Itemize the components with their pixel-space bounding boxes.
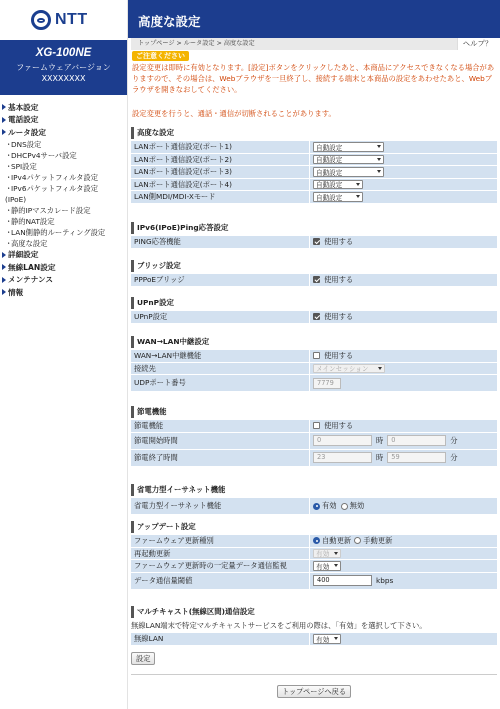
model-box (0, 40, 127, 95)
lan-port2-row: LANポート通信設定(ポート2) 自動設定 (131, 154, 497, 166)
chevron-down-icon (334, 637, 338, 640)
lan-port4-row: LANポート通信設定(ポート4) 自動設定 (131, 179, 497, 191)
threshold-row: データ通信量閾値 400 kbps (131, 573, 497, 589)
section-eee (131, 484, 497, 515)
eee-off-radio[interactable] (341, 503, 348, 510)
arrow-right-icon (2, 117, 6, 123)
arrow-right-icon (2, 264, 6, 270)
udp-row: UDPポート番号 7779 (131, 375, 497, 391)
ntt-emblem-icon (31, 10, 51, 30)
udp-port-input[interactable]: 7779 (313, 378, 341, 389)
sidebar (0, 0, 128, 709)
lan-port1-select[interactable]: 自動設定 (313, 142, 384, 152)
nav-maint[interactable]: メンテナンス (0, 274, 127, 287)
upnp-row: UPnP設定 使用する (131, 311, 497, 323)
section-ipv6-ping (131, 222, 497, 249)
power-save-checkbox[interactable] (313, 422, 320, 429)
chevron-down-icon (356, 183, 360, 186)
auto-update-radio[interactable] (313, 537, 320, 544)
nav-phone[interactable]: 電話設定 (0, 114, 127, 127)
monitor-row: ファームウェア更新時の一定量データ通信監視 有効 (131, 560, 497, 572)
section-power (131, 406, 497, 467)
back-to-top-button[interactable]: トップページへ戻る (277, 685, 351, 698)
upnp-checkbox[interactable] (313, 313, 320, 320)
nav-router[interactable]: ルータ設定 (0, 126, 127, 139)
pppoe-bridge-checkbox[interactable] (313, 276, 320, 283)
section-title: 高度な設定 (131, 127, 497, 139)
nav-wlan[interactable]: 無線LAN設定 (0, 261, 127, 274)
reboot-select[interactable]: 有効 (313, 549, 341, 559)
nav-item-ipv6-filter-cont[interactable]: (IPoE) (5, 194, 27, 204)
fw-label: ファームウェアバージョン (16, 63, 111, 72)
ping-row: PING応答機能 使用する (131, 236, 497, 248)
chevron-down-icon (377, 158, 381, 161)
power-end-row: 節電終了時間 23 時 59 分 (131, 450, 497, 466)
lan-port2-select[interactable]: 自動設定 (313, 155, 384, 165)
relay-checkbox[interactable] (313, 352, 320, 359)
nav-item-spi[interactable]: ・ SPI設定 (5, 161, 37, 171)
power-func-row: 節電機能 使用する (131, 420, 497, 432)
multicast-select[interactable]: 有効 (313, 634, 341, 644)
arrow-right-icon (2, 277, 6, 283)
start-minute-input[interactable]: 0 (387, 435, 446, 446)
section-title: 省電力型イーサネット機能 (131, 484, 497, 496)
nav-item-static-masq[interactable]: ・ 静的IPマスカレード設定 (5, 205, 91, 215)
nav-item-advanced[interactable]: ・ 高度な設定 (5, 238, 48, 248)
lan-port1-row: LANポート通信設定(ポート1) 自動設定 (131, 141, 497, 153)
section-bridge (131, 260, 497, 287)
dest-select[interactable]: メインセッション (313, 364, 385, 374)
apply-button[interactable]: 設定 (131, 652, 155, 665)
page-title: 高度な設定 (128, 0, 500, 38)
arrow-right-icon (2, 104, 6, 110)
lan-port4-select[interactable]: 自動設定 (313, 180, 363, 190)
arrow-right-icon (2, 252, 6, 258)
eee-row: 省電力型イーサネット機能 有効 無効 (131, 498, 497, 514)
mdi-row: LAN側MDI/MDI-Xモード 自動設定 (131, 191, 497, 203)
chevron-down-icon (334, 552, 338, 555)
section-title: IPv6(IPoE)Ping応答設定 (131, 222, 497, 234)
section-multicast (131, 606, 497, 665)
breadcrumb (131, 38, 497, 50)
nav-detail[interactable]: 詳細設定 (0, 249, 127, 262)
ntt-logo (0, 0, 127, 40)
multicast-row: 無線LAN 有効 (131, 633, 497, 645)
nav-item-ipv4-filter[interactable]: ・ IPv4パケットフィルタ設定 (5, 172, 99, 182)
chevron-down-icon (378, 367, 382, 370)
nav-basic[interactable]: 基本設定 (0, 101, 127, 114)
nav-item-ipv6-filter[interactable]: ・ IPv6パケットフィルタ設定 (5, 183, 99, 193)
help-link[interactable]: ヘルプ？ (457, 38, 497, 50)
end-hour-input[interactable]: 23 (313, 452, 372, 463)
divider (131, 674, 497, 675)
arrow-right-icon (2, 129, 6, 135)
section-upnp (131, 297, 497, 324)
ping-checkbox[interactable] (313, 238, 320, 245)
end-minute-input[interactable]: 59 (387, 452, 446, 463)
main-content (128, 0, 500, 709)
manual-update-radio[interactable] (354, 537, 361, 544)
lan-port3-row: LANポート通信設定(ポート3) 自動設定 (131, 166, 497, 178)
nav-item-dns[interactable]: ・ DNS設定 (5, 139, 42, 149)
section-title: 節電機能 (131, 406, 497, 418)
reboot-row: 再起動更新 有効 (131, 548, 497, 560)
footer (128, 685, 500, 698)
brand-text: NTT (55, 11, 88, 28)
chevron-down-icon (377, 145, 381, 148)
chevron-down-icon (377, 170, 381, 173)
breadcrumb-text: トップページ > ルータ設定 > 高度な設定 (138, 40, 255, 47)
section-wan-lan (131, 336, 497, 392)
nav-info[interactable]: 情報 (0, 286, 127, 299)
monitor-select[interactable]: 有効 (313, 561, 341, 571)
power-start-row: 節電開始時間 0 時 0 分 (131, 433, 497, 449)
caution-badge: ご注意ください (132, 51, 189, 61)
start-hour-input[interactable]: 0 (313, 435, 372, 446)
relay-row: WAN→LAN中継機能 使用する (131, 350, 497, 362)
threshold-input[interactable]: 400 (313, 575, 372, 586)
eee-on-radio[interactable] (313, 503, 320, 510)
notice-text: 設定変更は即時に有効となります。[設定]ボタンをクリックしたあと、本商品にアクセスできなくなる場合がありますので、その場合は、Webブラウザを一旦終了し、接続する端末と本商品の設定をあわせたあと、Webブラウザを開きなおしてください。 (132, 63, 495, 94)
chevron-down-icon (334, 564, 338, 567)
arrow-right-icon (2, 289, 6, 295)
section-title: アップデート設定 (131, 521, 497, 533)
fw-value: XXXXXXXX (41, 74, 86, 83)
update-type-row: ファームウェア更新種別 自動更新 手動更新 (131, 535, 497, 547)
mdi-select[interactable]: 自動設定 (313, 192, 363, 202)
section-title: ブリッジ設定 (131, 260, 497, 272)
nav-item-static-nat[interactable]: ・ 静的NAT設定 (5, 216, 55, 226)
section-title: UPnP設定 (131, 297, 497, 309)
side-nav (0, 95, 127, 299)
model-name: XG-100NE (35, 47, 92, 59)
warning-text: 設定変更を行うと、通話・通信が切断されることがあります。 (132, 109, 336, 118)
section-title: マルチキャスト(無線区間)通信設定 (131, 606, 497, 618)
section-advanced (131, 127, 497, 204)
section-title: WAN→LAN中継設定 (131, 336, 497, 348)
pppoe-row: PPPoEブリッジ 使用する (131, 274, 497, 286)
nav-item-dhcpv4[interactable]: ・ DHCPv4サーバ設定 (5, 150, 77, 160)
nav-router-sub (0, 139, 127, 249)
section-update (131, 521, 497, 590)
dest-row: 接続先 メインセッション (131, 363, 497, 375)
chevron-down-icon (356, 195, 360, 198)
nav-item-static-route[interactable]: ・ LAN側静的ルーティング設定 (5, 227, 106, 237)
multicast-desc: 無線LAN端末で特定マルチキャストサービスをご利用の際は、「有効」を選択して下さい。 (131, 621, 427, 630)
lan-port3-select[interactable]: 自動設定 (313, 167, 384, 177)
